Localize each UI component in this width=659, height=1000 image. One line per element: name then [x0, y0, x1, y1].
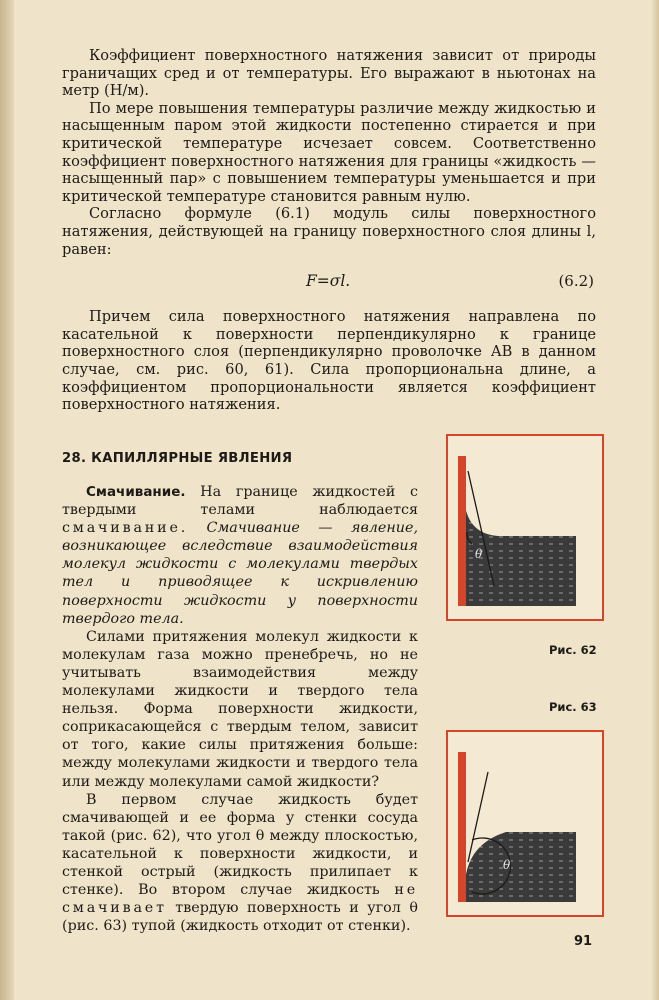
figure-63-caption: Рис. 63 — [549, 700, 597, 714]
paragraph-attraction: Силами притяжения молекул жидкости к молекулам газа можно пренебречь, но не учитывать взаимодействия между молекулами жидкости и твердого тела нельзя. Форма поверхности жидкости, соприкасающейся с твердым телом, зависит от того, какие силы притяжения больше: между молекулами жидкости и твердого тела или между молекулами самой жидкости? — [62, 628, 418, 790]
wetting-lead: Смачивание. — [86, 484, 186, 500]
wetting-spaced-term: смачивание. — [62, 520, 189, 537]
wetting-text: На границе жидкостей с твердыми телами наблюдается — [62, 484, 418, 519]
vessel-wall — [458, 752, 466, 902]
cases-text-a: В первом случае жидкость будет смачивающей и ее форма у стенки сосуда такой (рис. 62), что угол θ между плоскостью, касательной к поверхности жидкости, и стенкой острый (жидкость прилипает к стенке). Во втором случае жидкость — [62, 791, 418, 899]
cases-text-b: твердую поверхность и угол θ (рис. 63) тупой (жидкость отходит от стенки). — [62, 900, 418, 935]
page-outer-edge — [651, 0, 659, 1000]
figure-63 — [446, 730, 604, 917]
paragraph-cases — [62, 791, 418, 936]
angle-theta-label: θ — [503, 858, 511, 872]
paragraph-formula-intro: Согласно формуле (6.1) модуль силы поверхностного натяжения, действующей на границу поверхностного слоя длины l, равен: — [62, 205, 596, 258]
paragraph-coefficient: Коэффициент поверхностного натяжения зависит от природы граничащих сред и от температуры. Его выражают в ньютонах на метр (Н/м). — [62, 47, 596, 100]
formula-row — [62, 258, 596, 308]
wetting-definition: Смачивание — явление, возникающее вследствие взаимодействия молекул жидкости с молекулами твердых тел и приводящее к искривлению поверхности жидкости у поверхности твердого тела. — [62, 520, 418, 627]
section-title: 28. КАПИЛЛЯРНЫЕ ЯВЛЕНИЯ — [62, 451, 293, 466]
vessel-wall — [458, 456, 466, 606]
page-binding-edge — [0, 0, 14, 1000]
section-text-column — [62, 483, 418, 935]
cases-spaced-term: не смачивает — [62, 882, 418, 917]
figure-62 — [446, 434, 604, 621]
page-number: 91 — [574, 934, 593, 949]
paragraph-wetting — [62, 483, 418, 628]
non-wetting-liquid — [465, 832, 576, 902]
paragraph-force-direction: Причем сила поверхностного натяжения направлена по касательной к поверхности перпендикулярно к границе поверхностного слоя (перпендикулярно проволочке AB в данном случае, см. рис. 60, 61). Сила пропорциональна длине, а коэффициентом пропорциональности является коэффициент поверхностного натяжения. — [62, 308, 596, 414]
paragraph-temperature: По мере повышения температуры различие между жидкостью и насыщенным паром этой жидкости постепенно стирается и при критической температуре исчезает совсем. Соответственно коэффициент поверхностного натяжения для границы «жидкость — насыщенный пар» с повышением температуры уменьшается и при критической температуре становится равным нулю. — [62, 99, 596, 205]
angle-theta-label: θ — [475, 547, 483, 561]
figure-62-caption: Рис. 62 — [549, 643, 597, 657]
top-text-column — [62, 47, 596, 414]
formula-number: (6.2) — [558, 272, 594, 291]
formula-expression: F=σl. — [306, 272, 351, 291]
